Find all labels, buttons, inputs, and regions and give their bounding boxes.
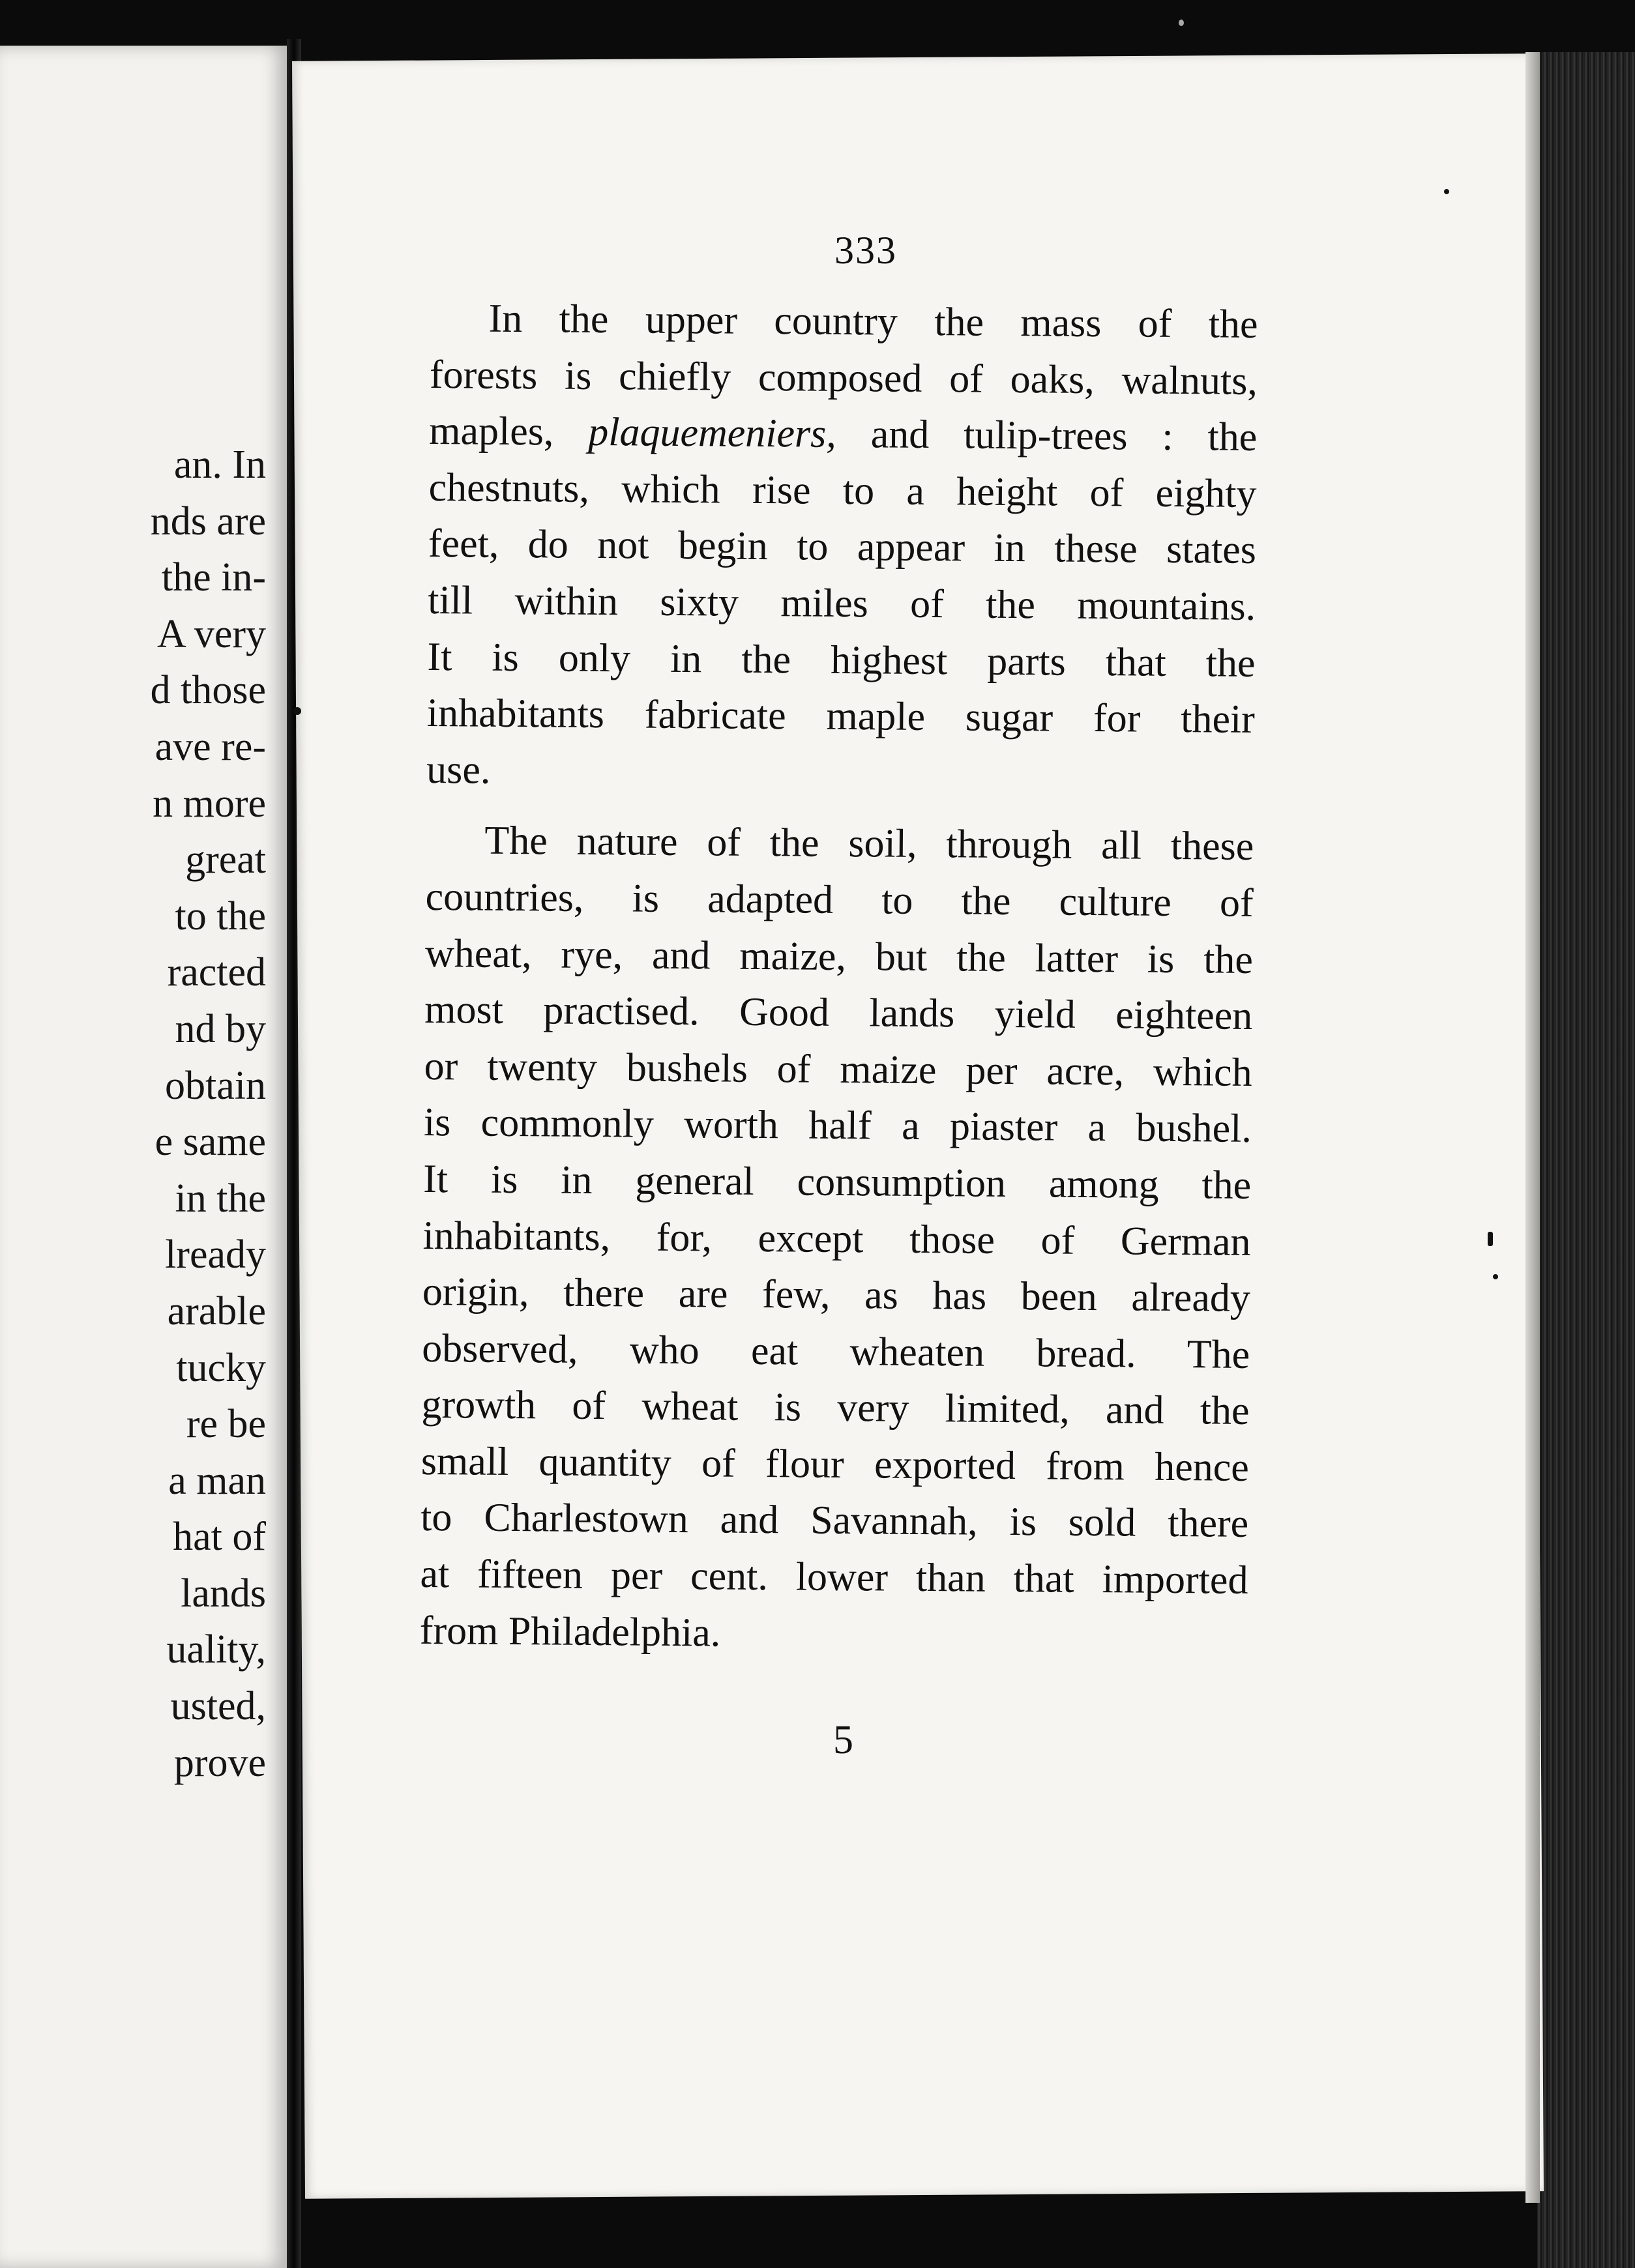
paragraph-1-line: It is only in the highest parts that the: [427, 634, 1256, 686]
paragraph-2-line: is commonly worth half a piaster a bushel.: [423, 1100, 1252, 1152]
paragraph-2-line: origin, there are few, as has been already: [422, 1270, 1251, 1321]
paragraph-1-line: feet, do not begin to appear in these states: [428, 521, 1257, 573]
page-body-text: [420, 290, 1258, 1665]
left-line: A very: [156, 611, 266, 656]
paragraph-2-line: It is in general consumption among the: [423, 1156, 1252, 1208]
paragraph-1-line-with-italic: [429, 403, 1258, 466]
left-line: ave re-: [155, 724, 266, 769]
left-line: arable: [167, 1288, 266, 1333]
paragraph-1-line: till within sixty miles of the mountains.: [427, 577, 1256, 629]
paragraph-2-line: wheat, rye, and maize, but the latter is the: [424, 931, 1254, 982]
left-line: in the: [175, 1176, 266, 1221]
paragraph-1-line: chestnuts, which rise to a height of eighty: [428, 465, 1257, 516]
left-line: great: [185, 837, 266, 882]
page-edge-shadow: [1525, 52, 1540, 2203]
left-facing-page: [0, 46, 287, 2268]
paragraph-2-line: countries, is adapted to the culture of: [425, 874, 1254, 925]
paragraph-2-line: at fifteen per cent. lower than that imported: [420, 1552, 1248, 1603]
scan-speck: [1488, 1232, 1493, 1246]
left-line: nds are: [150, 499, 266, 544]
line-text: and tulip-trees : the: [836, 412, 1258, 460]
scan-speck: [1179, 20, 1184, 26]
paragraph-2-line: growth of wheat is very limited, and the: [421, 1382, 1250, 1434]
left-line: hat of: [173, 1515, 266, 1560]
paragraph-1-line: inhabitants fabricate maple sugar for their: [426, 691, 1256, 742]
scan-speck: [1493, 1274, 1498, 1279]
line-text: maples,: [429, 409, 589, 455]
paragraph-1-line: use.: [426, 747, 491, 792]
paragraph-1-line: forests is chiefly composed of oaks, walnuts,: [429, 352, 1258, 403]
page-number: 333: [834, 229, 897, 272]
left-line: e same: [155, 1120, 266, 1165]
left-line: racted: [167, 950, 266, 995]
left-line: the in-: [161, 555, 266, 600]
paragraph-2-line: observed, who eat wheaten bread. The: [421, 1326, 1250, 1377]
left-line: a man: [168, 1458, 266, 1503]
left-line: re be: [186, 1402, 266, 1447]
left-line: to the: [175, 894, 266, 938]
left-line: obtain: [165, 1063, 266, 1108]
left-line: lready: [165, 1232, 266, 1277]
paragraph-2-line: or twenty bushels of maize per acre, which: [424, 1043, 1252, 1095]
italic-term: plaquemeniers,: [588, 410, 837, 457]
paragraph-1-line: In the upper country the mass of the: [488, 296, 1258, 347]
scan-speck: [293, 707, 301, 715]
left-line: n more: [153, 781, 266, 826]
paragraph-2-line: small quantity of flour exported from hence: [420, 1438, 1250, 1490]
page-edges: [1537, 52, 1635, 2268]
left-line: uality,: [166, 1627, 266, 1672]
left-line: prove: [173, 1740, 266, 1785]
left-line: lands: [181, 1571, 266, 1616]
paragraph-2-line: The nature of the soil, through all these: [484, 819, 1254, 869]
paragraph-2-line: inhabitants, for, except those of German: [422, 1213, 1251, 1264]
left-line: d those: [150, 668, 266, 713]
paragraph-2-line: to Charlestown and Savannah, is sold there: [420, 1495, 1249, 1547]
paragraph-2-line: from Philadelphia.: [419, 1608, 721, 1655]
left-page-text: [151, 46, 266, 1791]
left-line: an. In: [173, 443, 266, 487]
left-line: usted,: [170, 1684, 266, 1729]
left-line: nd by: [175, 1006, 266, 1051]
paragraph-2-line: most practised. Good lands yield eighteen: [424, 987, 1253, 1039]
left-line: tucky: [176, 1345, 266, 1390]
signature-mark: 5: [833, 1718, 853, 1762]
scan-speck: [1444, 189, 1449, 194]
